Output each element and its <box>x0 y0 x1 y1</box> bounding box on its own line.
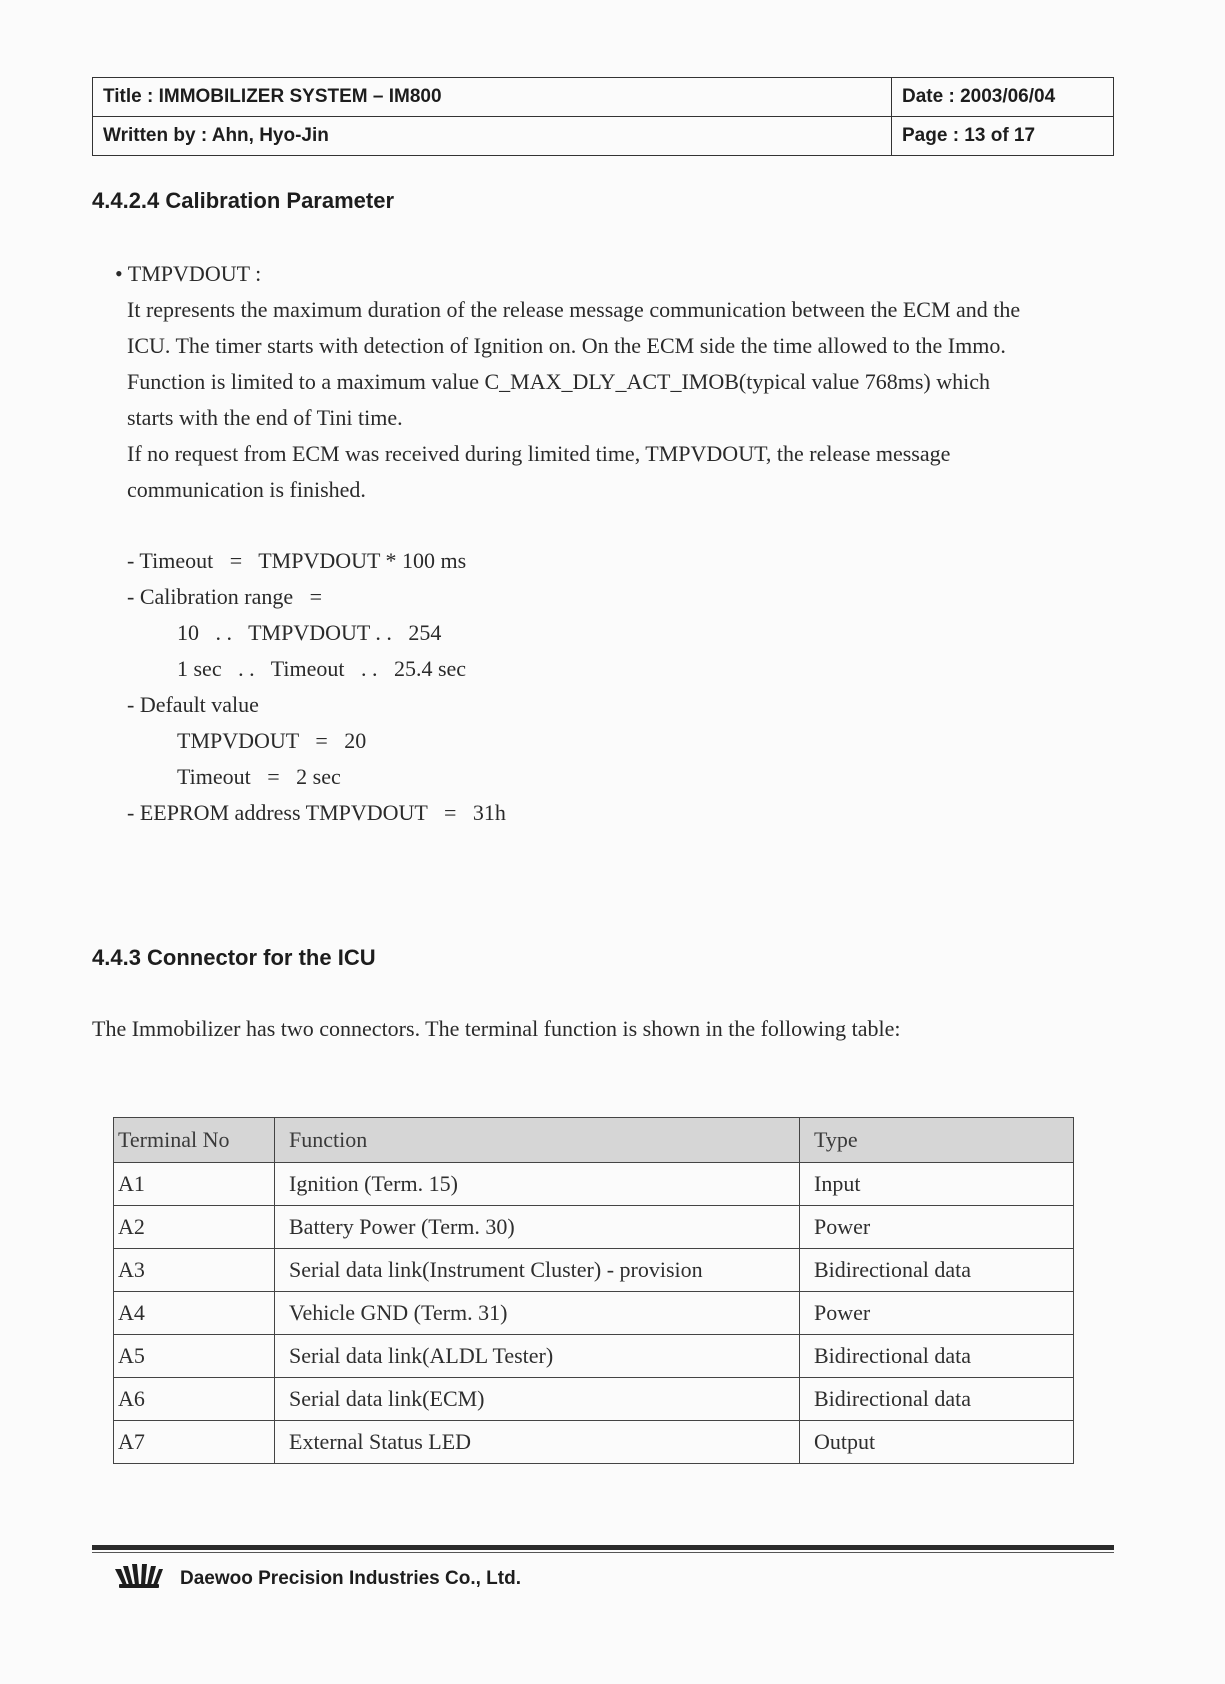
table-row <box>114 1292 1074 1335</box>
column-header-function: Function <box>275 1118 800 1163</box>
terminal-cell: A3 <box>114 1249 275 1292</box>
header-table <box>92 77 1114 156</box>
paragraph-line: Function is limited to a maximum value C_MAX_DLY_ACT_IMOB(typical value 768ms) which <box>127 369 991 394</box>
terminal-cell: A7 <box>114 1421 275 1464</box>
function-cell: Serial data link(ALDL Tester) <box>275 1335 800 1378</box>
table-row <box>114 1163 1074 1206</box>
function-cell: Battery Power (Term. 30) <box>275 1206 800 1249</box>
function-cell: Serial data link(ECM) <box>275 1378 800 1421</box>
terminal-cell: A5 <box>114 1335 275 1378</box>
type-cell: Output <box>800 1421 1074 1464</box>
company-name: Daewoo Precision Industries Co., Ltd. <box>180 1568 521 1589</box>
terminal-cell: A4 <box>114 1292 275 1335</box>
type-cell: Bidirectional data <box>800 1335 1074 1378</box>
default-value-time: Timeout = 2 sec <box>177 764 341 789</box>
column-header-terminal: Terminal No <box>114 1118 275 1163</box>
doc-page-number: Page : 13 of 17 <box>892 117 1114 156</box>
table-row <box>114 1249 1074 1292</box>
calibration-description <box>127 292 1127 508</box>
function-cell: External Status LED <box>275 1421 800 1464</box>
calibration-range-label: - Calibration range = <box>127 584 323 609</box>
table-row <box>114 1206 1074 1249</box>
eeprom-address: - EEPROM address TMPVDOUT = 31h <box>127 800 506 825</box>
footer-rule-thin <box>92 1552 1114 1553</box>
connector-table <box>113 1117 1074 1464</box>
section-heading-connector: 4.4.3 Connector for the ICU <box>92 945 376 970</box>
doc-author: Written by : Ahn, Hyo-Jin <box>93 117 892 156</box>
section-heading-calibration: 4.4.2.4 Calibration Parameter <box>92 188 395 213</box>
type-cell: Input <box>800 1163 1074 1206</box>
calibration-range-time: 1 sec . . Timeout . . 25.4 sec <box>177 656 467 681</box>
doc-title: Title : IMMOBILIZER SYSTEM – IM800 <box>93 78 892 117</box>
bullet-tmpvdout: • TMPVDOUT : <box>115 261 262 286</box>
calibration-values <box>127 543 506 831</box>
header-row <box>93 78 1114 117</box>
timeout-formula: - Timeout = TMPVDOUT * 100 ms <box>127 548 467 573</box>
terminal-cell: A6 <box>114 1378 275 1421</box>
type-cell: Power <box>800 1292 1074 1335</box>
paragraph-line: starts with the end of Tini time. <box>127 405 403 430</box>
table-row <box>114 1421 1074 1464</box>
paragraph-line: ICU. The timer starts with detection of Ignition on. On the ECM side the time allowed to the Immo. <box>127 333 1006 358</box>
calibration-range-raw: 10 . . TMPVDOUT . . 254 <box>177 620 442 645</box>
paragraph-line: It represents the maximum duration of the release message communication between the ECM and the <box>127 297 1021 322</box>
terminal-cell: A2 <box>114 1206 275 1249</box>
function-cell: Serial data link(Instrument Cluster) - provision <box>275 1249 800 1292</box>
function-cell: Vehicle GND (Term. 31) <box>275 1292 800 1335</box>
connector-intro: The Immobilizer has two connectors. The terminal function is shown in the following table: <box>92 1016 901 1041</box>
column-header-type: Type <box>800 1118 1074 1163</box>
type-cell: Power <box>800 1206 1074 1249</box>
footer-rule <box>92 1545 1114 1550</box>
function-cell: Ignition (Term. 15) <box>275 1163 800 1206</box>
default-value-label: - Default value <box>127 692 259 717</box>
header-row <box>93 117 1114 156</box>
table-row <box>114 1378 1074 1421</box>
table-row <box>114 1335 1074 1378</box>
table-header-row <box>114 1118 1074 1163</box>
terminal-cell: A1 <box>114 1163 275 1206</box>
default-value-raw: TMPVDOUT = 20 <box>177 728 367 753</box>
paragraph-line: If no request from ECM was received during limited time, TMPVDOUT, the release message <box>127 441 951 466</box>
paragraph-line: communication is finished. <box>127 477 366 502</box>
type-cell: Bidirectional data <box>800 1378 1074 1421</box>
daewoo-shell-logo-icon <box>113 1563 165 1589</box>
doc-date: Date : 2003/06/04 <box>892 78 1114 117</box>
type-cell: Bidirectional data <box>800 1249 1074 1292</box>
